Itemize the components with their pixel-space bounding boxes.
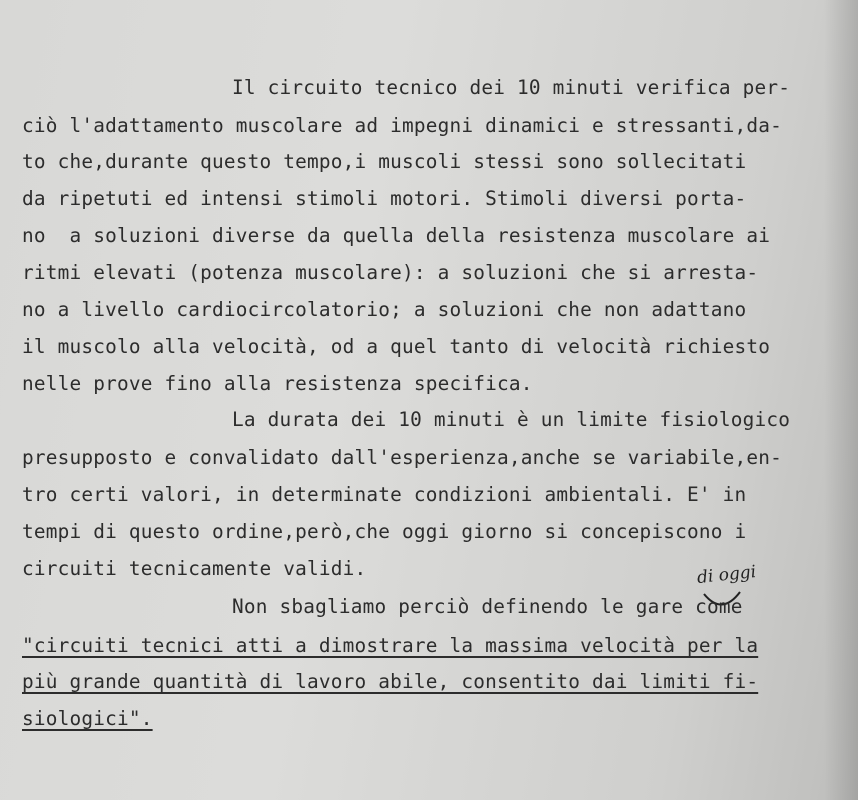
text-line-13: tempi di questo ordine,però,che oggi giorno si concepiscono i: [22, 520, 747, 543]
text-line-16-underlined: "circuiti tecnici atti a dimostrare la massima velocità per la: [22, 634, 759, 657]
text-line-17-underlined: più grande quantità di lavoro abile, consentito dai limiti fi-: [22, 670, 759, 693]
text-line-2: ciò l'adattamento muscolare ad impegni dinamici e stressanti,da-: [22, 114, 782, 137]
text-line-12: tro certi valori, in determinate condizioni ambientali. E' in: [22, 483, 747, 506]
handwritten-insertion: di oggi: [696, 561, 758, 589]
text-line-11: presupposto e convalidato dall'esperienza,anche se variabile,en-: [22, 446, 782, 469]
text-line-9: nelle prove fino alla resistenza specifica.: [22, 372, 533, 395]
text-line-8: il muscolo alla velocità, od a quel tanto di velocità richiesto: [22, 335, 771, 358]
text-line-4: da ripetuti ed intensi stimoli motori. Stimoli diversi porta-: [22, 187, 747, 210]
text-line-14: circuiti tecnicamente validi.: [22, 557, 367, 580]
text-line-5: no a soluzioni diverse da quella della resistenza muscolare ai: [22, 224, 771, 247]
text-line-18-underlined: siologici".: [22, 707, 153, 730]
text-line-7: no a livello cardiocircolatorio; a soluzioni che non adattano: [22, 298, 747, 321]
text-line-6: ritmi elevati (potenza muscolare): a soluzioni che si arresta-: [22, 261, 759, 284]
text-line-15: Non sbagliamo perciò definendo le gare come: [232, 595, 743, 618]
text-line-10: La durata dei 10 minuti è un limite fisiologico: [232, 408, 791, 431]
text-line-1: Il circuito tecnico dei 10 minuti verifica per-: [232, 76, 791, 99]
page-edge-shadow: [824, 0, 858, 800]
text-line-3: to che,durante questo tempo,i muscoli stessi sono sollecitati: [22, 150, 747, 173]
